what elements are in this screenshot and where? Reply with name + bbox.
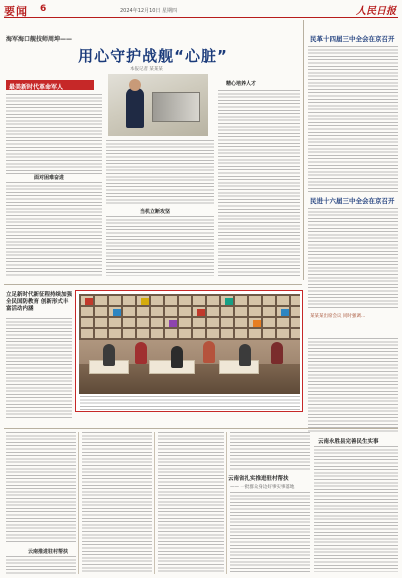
lower-text-5	[314, 446, 398, 572]
right-note: 某某某出席会议 同时强调…	[310, 314, 366, 319]
story-kicker: 海军海口舰技师周坤——	[6, 36, 73, 43]
story-byline: 本报记者 某某某	[130, 67, 163, 72]
photo-person	[271, 342, 283, 364]
photo-detail	[113, 309, 121, 316]
column-rule	[154, 432, 155, 574]
photo-caption	[80, 396, 300, 410]
story-subheading: 当机立断攻坚	[140, 209, 171, 215]
story-text-col1b	[6, 182, 102, 276]
section-divider	[4, 284, 302, 285]
section-tag: 要闻	[4, 5, 28, 18]
column-label: 最美新时代革命军人	[6, 80, 94, 90]
photo-person	[203, 341, 215, 363]
column-rule	[78, 432, 79, 574]
lower-text-4	[230, 432, 310, 470]
lower-headline: 云南推进驻村帮扶	[28, 549, 69, 555]
lower-text-1	[6, 432, 76, 542]
story-text-col2	[106, 140, 214, 206]
photo-detail	[281, 309, 289, 316]
lower-text-6	[230, 492, 310, 572]
photo-detail	[253, 320, 261, 327]
story-subheading: 面对困难奋进	[34, 175, 65, 181]
page-number: 6	[40, 4, 47, 14]
photo-detail	[169, 320, 177, 327]
story-subheading: 精心培养人才	[226, 81, 257, 87]
photo-detail	[85, 298, 93, 305]
photo-detail	[225, 298, 233, 305]
right-text-1	[308, 46, 398, 192]
photo-person	[103, 344, 115, 366]
photo-person	[135, 342, 147, 364]
paper-logo: 人民日报	[356, 6, 396, 17]
photo-person	[126, 88, 144, 128]
masthead	[4, 2, 398, 18]
photo-person	[171, 346, 183, 368]
lower-text-2	[82, 432, 152, 572]
photo-detail	[141, 298, 149, 305]
lower-headline: 云南省扎实推进驻村帮扶	[228, 476, 289, 482]
section-divider	[4, 428, 398, 429]
photo-shelves	[79, 294, 300, 340]
story-photo	[108, 74, 208, 136]
column-rule	[226, 432, 227, 574]
feature-photo	[79, 294, 300, 394]
mid-box-title: 立足新时代新征程持续加强全民国防教育 创新形式丰富活动内涵	[6, 292, 73, 312]
right-text-3	[308, 338, 398, 432]
mid-left-text	[6, 318, 72, 418]
column-divider	[303, 20, 304, 280]
lower-subline: —— 一批群众身边好事实事落地	[230, 485, 295, 490]
photo-detail	[197, 309, 205, 316]
right-headline: 民革十四届三中全会在京召开	[310, 35, 395, 43]
lower-headline: 云南永胜县完善民生实事	[318, 439, 379, 445]
right-text-2	[308, 208, 398, 310]
photo-person	[239, 344, 251, 366]
photo-feature	[75, 290, 303, 412]
story-text-col2b	[106, 216, 214, 276]
photo-equipment	[152, 92, 200, 122]
lower-text-3	[158, 432, 224, 572]
date-line: 2024年12月10日 星期四	[120, 8, 178, 14]
right-headline: 民进十六届三中全会在京召开	[310, 197, 395, 205]
photo-person-head	[129, 79, 141, 91]
lower-text-7	[6, 556, 76, 574]
story-text-col1	[6, 94, 102, 174]
story-headline: 用心守护战舰“心脏”	[78, 47, 228, 65]
story-text-col3	[218, 90, 300, 276]
